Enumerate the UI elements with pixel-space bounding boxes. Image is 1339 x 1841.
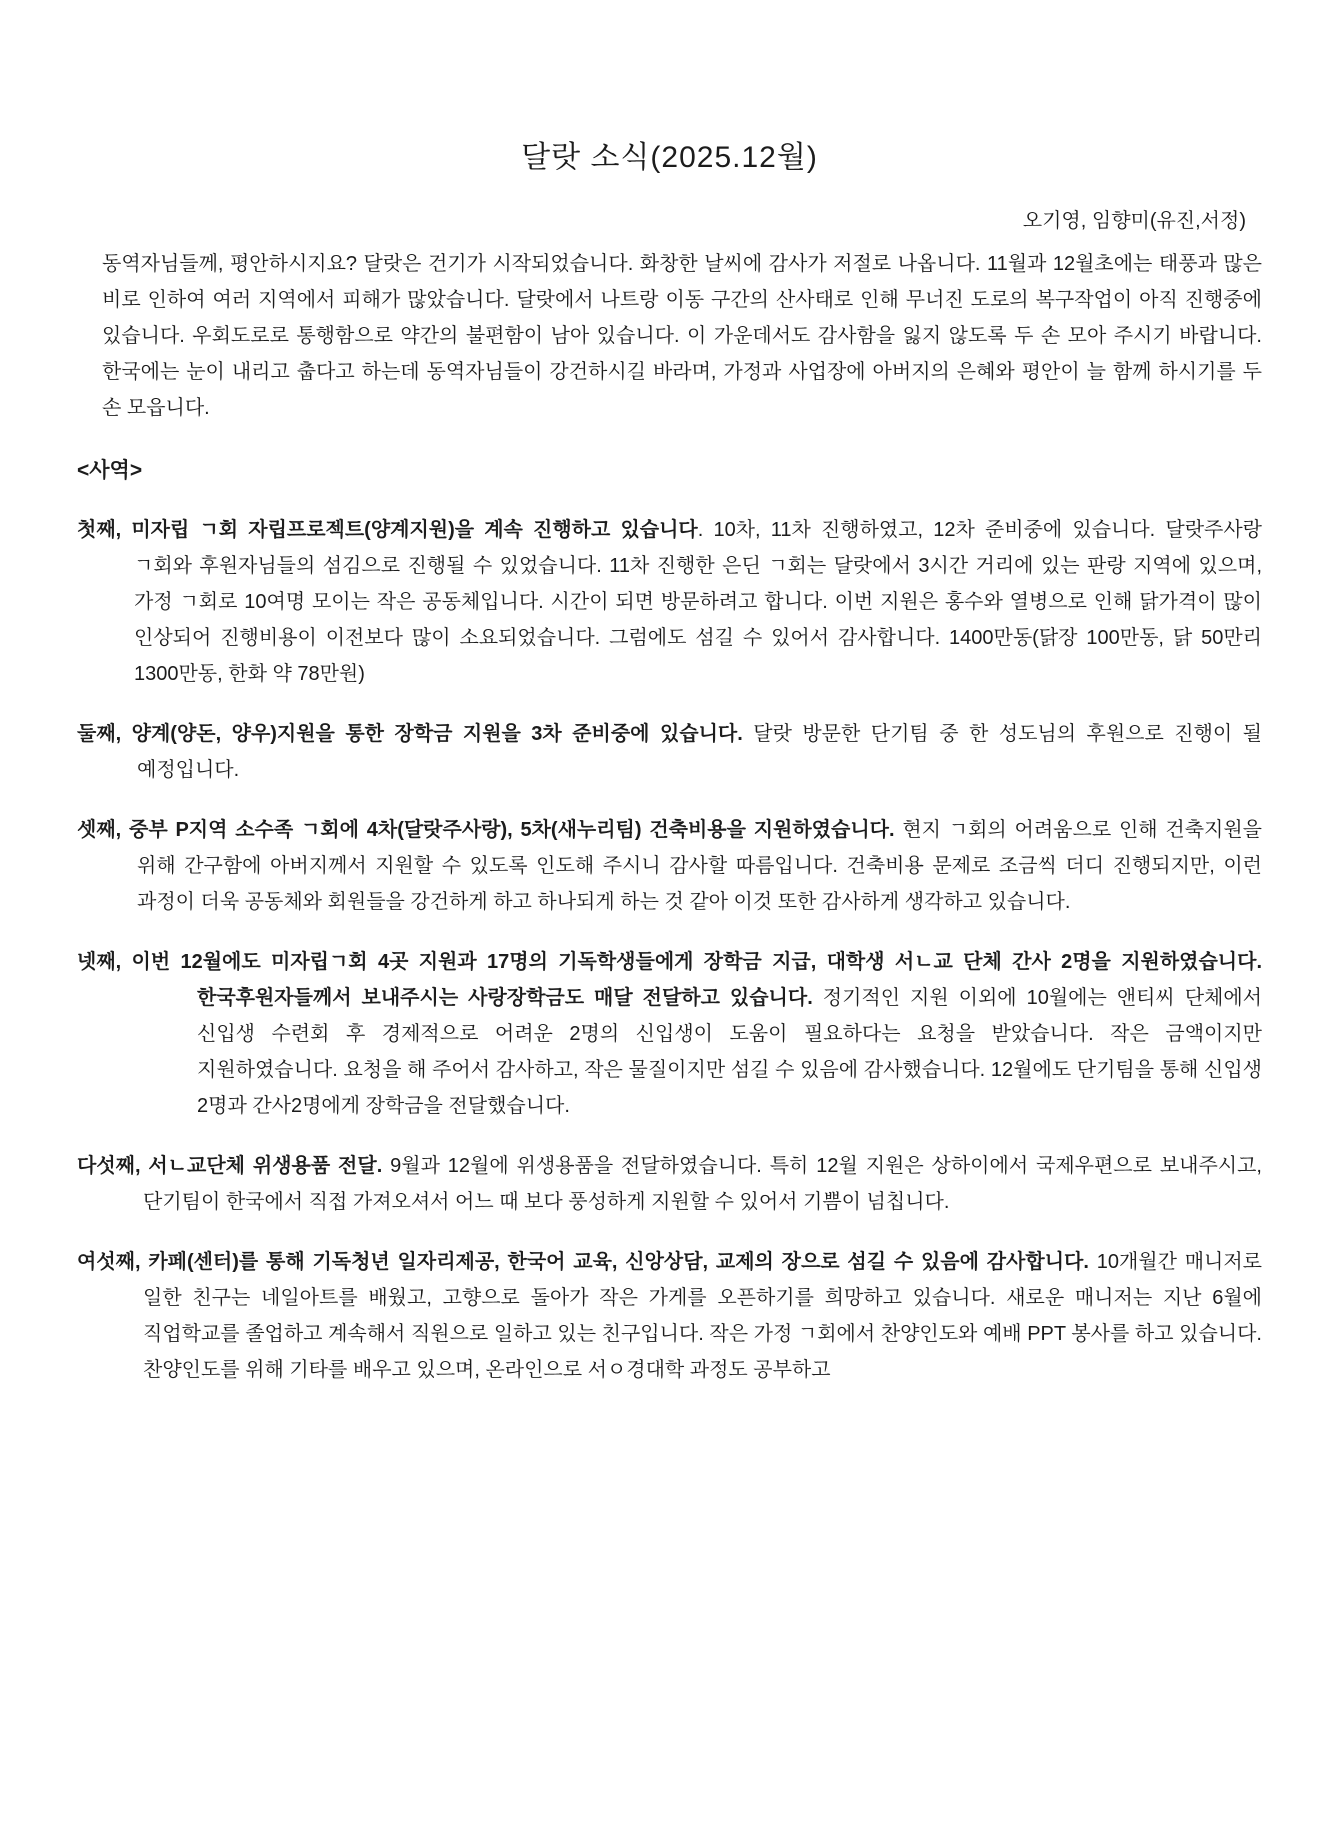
paragraph-sixth-body: 10개월간 매니저로 일한 친구는 네일아트를 배웠고, 고향으로 돌아가 작은 가게를 오픈하기를 희망하고 있습니다. 새로운 매니저는 지난 6월에 직업학교를 졸업하고 계속해서 직원으로 일하고 있는 친구입니다. 작은 가정 ㄱ회에서 찬양인도와 예배 PPT 봉사를 하고 있습니다. 찬양인도를 위해 기타를 배우고 있으며, 온라인으로 서ㅇ경대학 과정도 공부하고 [143,1251,1262,1381]
paragraph-fourth-body: 정기적인 지원 이외에 10월에는 앤티씨 단체에서 신입생 수련회 후 경제적으로 어려운 2명의 신입생이 도움이 필요하다는 요청을 받았습니다. 작은 금액이지만 지원하였습니다. 요청을 해 주어서 감사하고, 작은 물질이지만 섬길 수 있음에 감사했습니다. 12월에도 단기팀을 통해 신입생 2명과 간사2명에게 장학금을 전달했습니다. [197,987,1262,1117]
paragraph-third-lead: 셋째, 중부 P지역 소수족 ㄱ회에 4차(달랏주사랑), 5차(새누리팀) 건축비용을 지원하였습니다. [77,819,895,841]
intro-paragraph: 동역자님들께, 평안하시지요? 달랏은 건기가 시작되었습니다. 화창한 날씨에 감사가 저절로 나옵니다. 11월과 12월초에는 태풍과 많은 비로 인하여 여러 지역에서 피해가 많았습니다. 달랏에서 나트랑 이동 구간의 산사태로 인해 무너진 도로의 복구작업이 아직 진행중에 있습니다. 우회도로로 통행함으로 약간의 불편함이 남아 있습니다. 이 가운데서도 감사함을 잃지 않도록 두 손 모아 주시기 바랍니다. 한국에는 눈이 내리고 춥다고 하는데 동역자님들이 강건하시길 바라며, 가정과 사업장에 아버지의 은혜와 평안이 늘 함께 하시기를 두 손 모읍니다. [102,253,1262,419]
paragraph-second [77,716,1262,788]
paragraph-fifth-body: 9월과 12월에 위생용품을 전달하였습니다. 특히 12월 지원은 상하이에서 국제우편으로 보내주시고, 단기팀이 한국에서 직접 가져오셔서 어느 때 보다 풍성하게 지원할 수 있어서 기쁨이 넘칩니다. [143,1155,1262,1213]
paragraph-sixth-lead: 여섯째, 카페(센터)를 통해 기독청년 일자리제공, 한국어 교육, 신앙상담, 교제의 장으로 섬길 수 있음에 감사합니다. [77,1251,1089,1273]
page-title: 달랏 소식(2025.12월) [521,141,818,174]
paragraph-second-body: 달랏 방문한 단기팀 중 한 성도님의 후원으로 진행이 될 예정입니다. [137,723,1262,781]
paragraph-fourth-lead: 넷째, 이번 12월에도 미자립ㄱ회 4곳 지원과 17명의 기독학생들에게 장학금 지급, 대학생 서ㄴ교 단체 간사 2명을 지원하였습니다. 한국후원자들께서 보내주시는 사랑장학금도 매달 전달하고 있습니다. [77,951,1262,1009]
paragraph-sixth [77,1244,1262,1388]
paragraph-second-lead: 둘째, 양계(양돈, 양우)지원을 통한 장학금 지원을 3차 준비중에 있습니다. [77,723,743,745]
paragraph-fourth [77,944,1262,1124]
paragraph-first-lead: 첫째, 미자립 ㄱ회 자립프로젝트(양계지원)을 계속 진행하고 있습니다 [77,519,698,541]
section-heading-ministry: <사역> [77,459,143,482]
paragraph-fifth [77,1148,1262,1220]
paragraph-fifth-lead: 다섯째, 서ㄴ교단체 위생용품 전달. [77,1155,383,1177]
byline: 오기영, 임향미(유진,서정) [1022,210,1246,232]
paragraph-third [77,812,1262,920]
paragraph-first-body: . 10차, 11차 진행하였고, 12차 준비중에 있습니다. 달랏주사랑 ㄱ회와 후원자님들의 섬김으로 진행될 수 있었습니다. 11차 진행한 은딘 ㄱ회는 달랏에서 3시간 거리에 있는 판랑 지역에 있으며, 가정 ㄱ회로 10여명 모이는 작은 공동체입니다. 시간이 되면 방문하려고 합니다. 이번 지원은 홍수와 열병으로 인해 닭가격이 많이 인상되어 진행비용이 이전보다 많이 소요되었습니다. 그럼에도 섬길 수 있어서 감사합니다. 1400만동(닭장 100만동, 닭 50만리 1300만동, 한화 약 78만원) [134,519,1262,685]
paragraph-first [77,512,1262,692]
paragraph-third-body: 현지 ㄱ회의 어려움으로 인해 건축지원을 위해 간구함에 아버지께서 지원할 수 있도록 인도해 주시니 감사할 따름입니다. 건축비용 문제로 조금씩 더디 진행되지만, 이런 과정이 더욱 공동체와 회원들을 강건하게 하고 하나되게 하는 것 같아 이것 또한 감사하게 생각하고 있습니다. [137,819,1262,913]
